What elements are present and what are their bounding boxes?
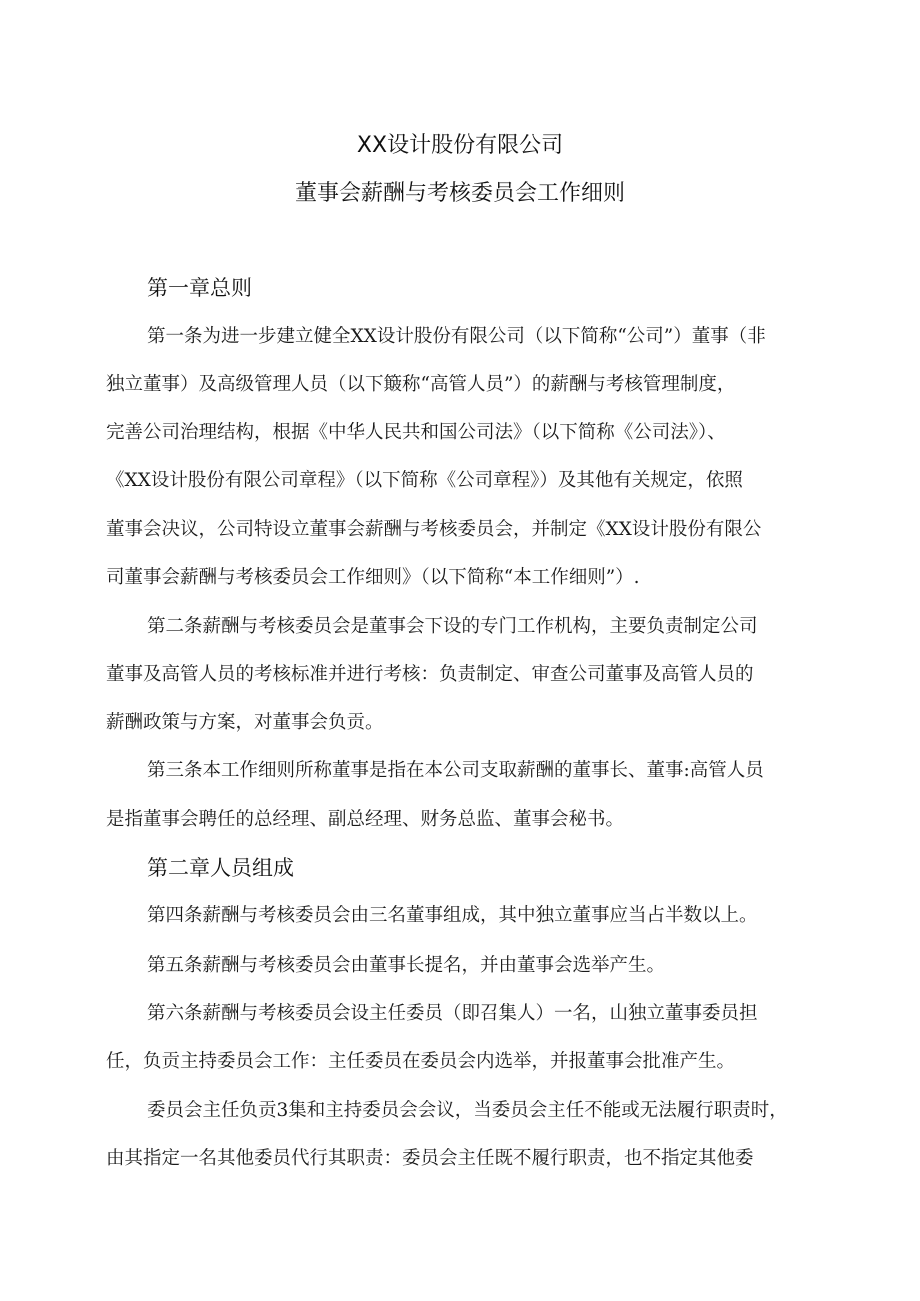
article-2-line-2: 董事及高管人员的考核标准并进行考核：负责制定、审查公司董事及高管人员的 (106, 664, 754, 685)
document-title-company: XX设计股份有限公司 (356, 133, 564, 158)
article-4-line-1: 第四条薪酬与考核委员会由三名董事组成，其中独立董事应当占半数以上。 (147, 905, 758, 926)
article-1-line-4: 《XX设计股份有限公司章程》（以下简称《公司章程》）及其他有关规定，依照 (106, 470, 743, 491)
article-2-line-3: 薪酬政策与方案，对董事会负贡。 (106, 712, 384, 733)
article-3-line-2: 是指董事会聘任的总经理、副总经理、财务总监、董事会秘书。 (106, 809, 625, 830)
article-3-line-1: 第三条本工作细则所称董事是指在本公司支取薪酬的董事长、董事:高管人员 (147, 760, 764, 781)
document-title-rules: 董事会薪酬与考核委员会工作细则 (294, 181, 625, 206)
article-6-para-2-line-1: 委员会主任负贡3集和主持委员会会议，当委员会主任不能或无法履行职责时， (147, 1100, 788, 1121)
article-1-line-1: 第一条为进一步建立健全XX设计股份有限公司（以下简称“公司”）董事（非 (147, 326, 766, 347)
article-1-line-2: 独立董事）及高级管理人员（以下簸称“高管人员”）的薪酬与考核管理制度， (106, 374, 736, 395)
article-1-line-3: 完善公司治理结构，根据《中华人民共和国公司法》（以下简称《公司法》）、 (106, 422, 726, 443)
chapter-2-heading: 第二章人员组成 (147, 856, 294, 880)
article-2-line-1: 第二条薪酬与考核委员会是董事会下设的专门工作机构，主要负责制定公司 (147, 616, 758, 637)
chapter-1-heading: 第一章总则 (147, 276, 252, 300)
article-6-line-1: 第六条薪酬与考核委员会设主任委员（即召集人）一名，山独立董事委员担 (147, 1003, 758, 1024)
article-1-line-5: 董事会决议，公司特设立董事会薪酬与考核委员会，并制定《XX设计股份有限公 (106, 519, 762, 540)
article-6-line-2: 任，负贡主持委员会工作：主任委员在委员会内选举，并报董事会批准产生。 (106, 1051, 736, 1072)
article-1-line-6: 司董事会薪酬与考核委员会工作细则》（以下简称“本工作细则”）. (106, 567, 640, 588)
article-5-line-1: 第五条薪酬与考核委员会由董事长提名，并由董事会选举产生。 (147, 955, 666, 976)
article-6-para-2-line-2: 由其指定一名其他委员代行其职责：委员会主任既不履行职责，也不指定其他委 (106, 1148, 754, 1169)
